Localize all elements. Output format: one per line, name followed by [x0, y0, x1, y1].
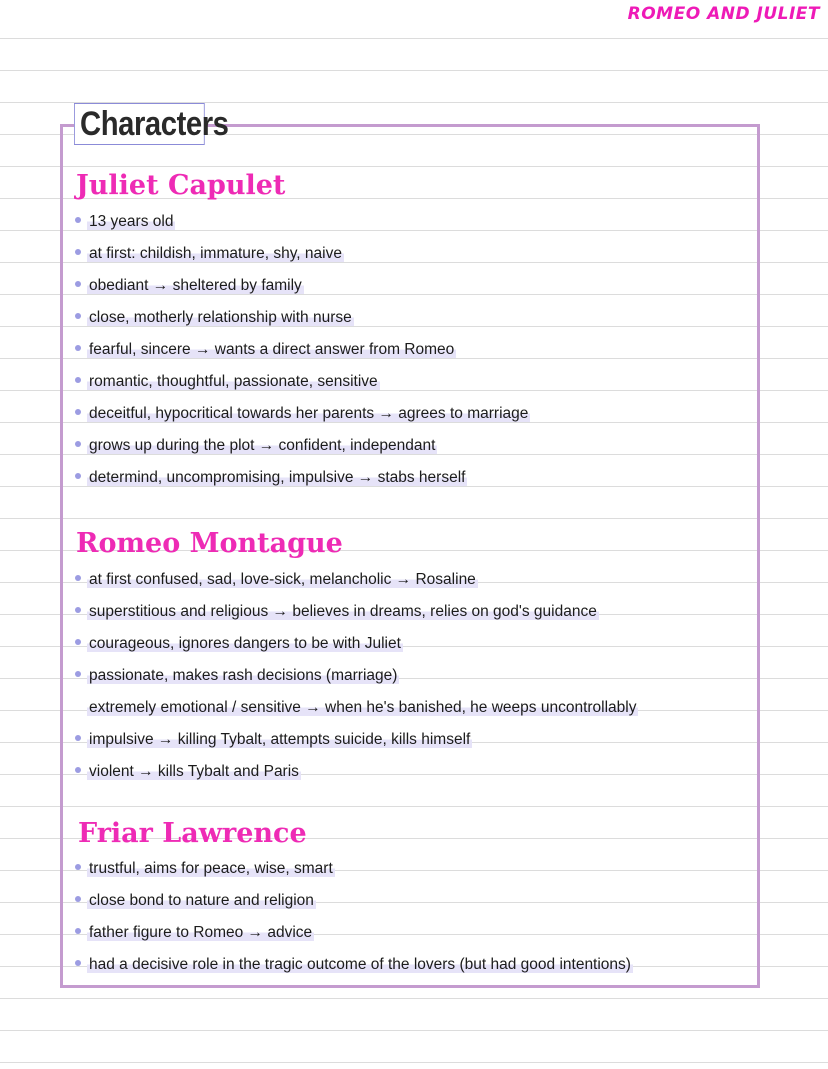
list-item	[74, 302, 530, 334]
list-item	[74, 628, 638, 660]
bullet-dot-icon	[75, 313, 81, 319]
list-item-text: superstitious and religious → believes in dreams, relies on god's guidance	[89, 603, 597, 620]
list-item	[74, 692, 638, 724]
list-item	[74, 366, 530, 398]
bullet-dot-icon	[75, 473, 81, 479]
list-item-text: obediant → sheltered by family	[89, 277, 302, 294]
list-item-text: at first: childish, immature, shy, naive	[89, 245, 342, 262]
page-title: Characters	[74, 103, 205, 145]
list-item	[74, 917, 633, 949]
bullet-dot-icon	[75, 377, 81, 383]
bullet-dot-icon	[75, 896, 81, 902]
list-item-text: grows up during the plot → confident, independant	[89, 437, 436, 454]
bullet-dot-icon	[75, 671, 81, 677]
bullet-dot-icon	[75, 409, 81, 415]
bullet-dot-icon	[75, 735, 81, 741]
list-item	[74, 596, 638, 628]
list-item-text: passionate, makes rash decisions (marriage)	[89, 667, 398, 684]
list-item-text: at first confused, sad, love-sick, melancholic → Rosaline	[89, 571, 476, 588]
list-item-text: close, motherly relationship with nurse	[89, 309, 352, 326]
section-title-romeo: Romeo Montague	[76, 528, 343, 559]
list-item	[74, 334, 530, 366]
list-item-text: had a decisive role in the tragic outcome of the lovers (but had good intentions)	[89, 956, 631, 973]
list-item	[74, 398, 530, 430]
list-item	[74, 270, 530, 302]
bullet-dot-icon	[75, 249, 81, 255]
list-item-text: close bond to nature and religion	[89, 892, 314, 909]
list-item	[74, 430, 530, 462]
list-item-text: romantic, thoughtful, passionate, sensitive	[89, 373, 378, 390]
list-item-text: extremely emotional / sensitive → when he's banished, he weeps uncontrollably	[89, 699, 637, 716]
list-item-text: courageous, ignores dangers to be with Juliet	[89, 635, 401, 652]
juliet-traits-list	[74, 206, 530, 494]
list-item	[74, 462, 530, 494]
list-item	[74, 885, 633, 917]
romeo-traits-list	[74, 564, 638, 788]
list-item	[74, 206, 530, 238]
list-item	[74, 724, 638, 756]
list-item-text: 13 years old	[89, 213, 174, 230]
list-item	[74, 853, 633, 885]
list-item-text: violent → kills Tybalt and Paris	[89, 763, 299, 780]
list-item	[74, 238, 530, 270]
list-item-text: trustful, aims for peace, wise, smart	[89, 860, 333, 877]
bullet-dot-icon	[75, 639, 81, 645]
list-item-text: determind, uncompromising, impulsive → stabs herself	[89, 469, 466, 486]
section-title-friar: Friar Lawrence	[78, 818, 307, 849]
list-item	[74, 756, 638, 788]
bullet-dot-icon	[75, 767, 81, 773]
section-title-juliet: Juliet Capulet	[76, 170, 286, 201]
list-item	[74, 660, 638, 692]
list-item-text: fearful, sincere → wants a direct answer from Romeo	[89, 341, 455, 358]
list-item	[74, 949, 633, 981]
list-item-text: deceitful, hypocritical towards her parents → agrees to marriage	[89, 405, 529, 422]
list-item	[74, 564, 638, 596]
bullet-dot-icon	[75, 928, 81, 934]
friar-traits-list	[74, 853, 633, 981]
bullet-dot-icon	[75, 217, 81, 223]
bullet-dot-icon	[75, 864, 81, 870]
list-item-text: impulsive → killing Tybalt, attempts suicide, kills himself	[89, 731, 471, 748]
bullet-dot-icon	[75, 575, 81, 581]
bullet-dot-icon	[75, 441, 81, 447]
bullet-dot-icon	[75, 281, 81, 287]
bullet-dot-icon	[75, 960, 81, 966]
header-title: ROMEO AND JULIET	[627, 4, 820, 24]
bullet-dot-icon	[75, 607, 81, 613]
list-item-text: father figure to Romeo → advice	[89, 924, 313, 941]
bullet-dot-icon	[75, 345, 81, 351]
